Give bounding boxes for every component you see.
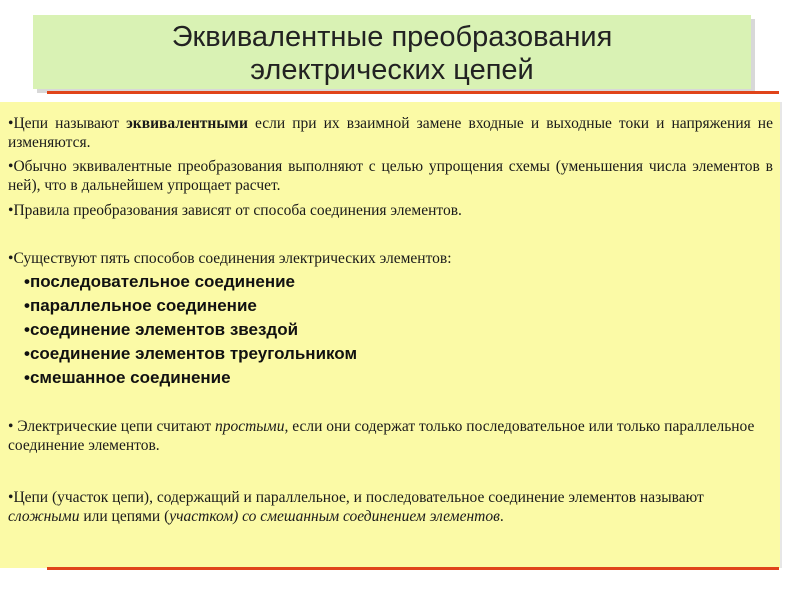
title-line-2: электрических цепей [250,54,534,86]
list-item: •параллельное соединение [24,296,257,315]
bottom-divider [47,567,779,570]
bullet: • [8,489,14,506]
bullet: • [8,115,14,132]
term-complex: сложными [8,508,80,525]
term-equivalent: эквивалентными [126,115,248,132]
list-item: •соединение элементов треугольником [24,344,358,363]
bullet: • [8,202,14,219]
paragraph-five-methods: •Существуют пять способов соединения электрических элементов: [8,250,452,267]
list-item: •последовательное соединение [24,272,296,291]
content-panel [0,102,782,568]
paragraph-equivalent-definition: •Цепи называют эквивалентными если при их взаимной замене входные и выходные токи и напряжения не изменяются. [8,115,773,151]
paragraph-complex-circuits: •Цепи (участок цепи), содержащий и параллельное, и последовательное соединение элементов называют сложными или цепями (участком) со смешанным соединением элементов. [8,489,704,525]
paragraph-rules: •Правила преобразования зависят от способа соединения элементов. [8,202,462,219]
slide-title [172,21,613,87]
list-item: •смешанное соединение [24,368,231,387]
title-line-1: Эквивалентные преобразования [171,21,613,53]
list-item: •соединение элементов звездой [24,320,299,339]
term-simple: простыми, [214,418,289,435]
top-divider [47,91,779,94]
term-mixed: участком) со смешанным соединением элементов [169,508,500,525]
bullet: • [8,418,14,435]
paragraph-simple-circuits: • Электрические цепи считают простыми, если они содержат только последовательное или только параллельное соединение элементов. [8,418,755,454]
bullet: • [8,158,14,175]
methods-list [24,270,773,390]
paragraph-purpose: •Обычно эквивалентные преобразования выполняют с целью упрощения схемы (уменьшения числа элементов в ней), что в дальнейшем упрощает расчет. [8,158,773,194]
title-box [33,15,751,89]
bullet: • [8,250,14,267]
